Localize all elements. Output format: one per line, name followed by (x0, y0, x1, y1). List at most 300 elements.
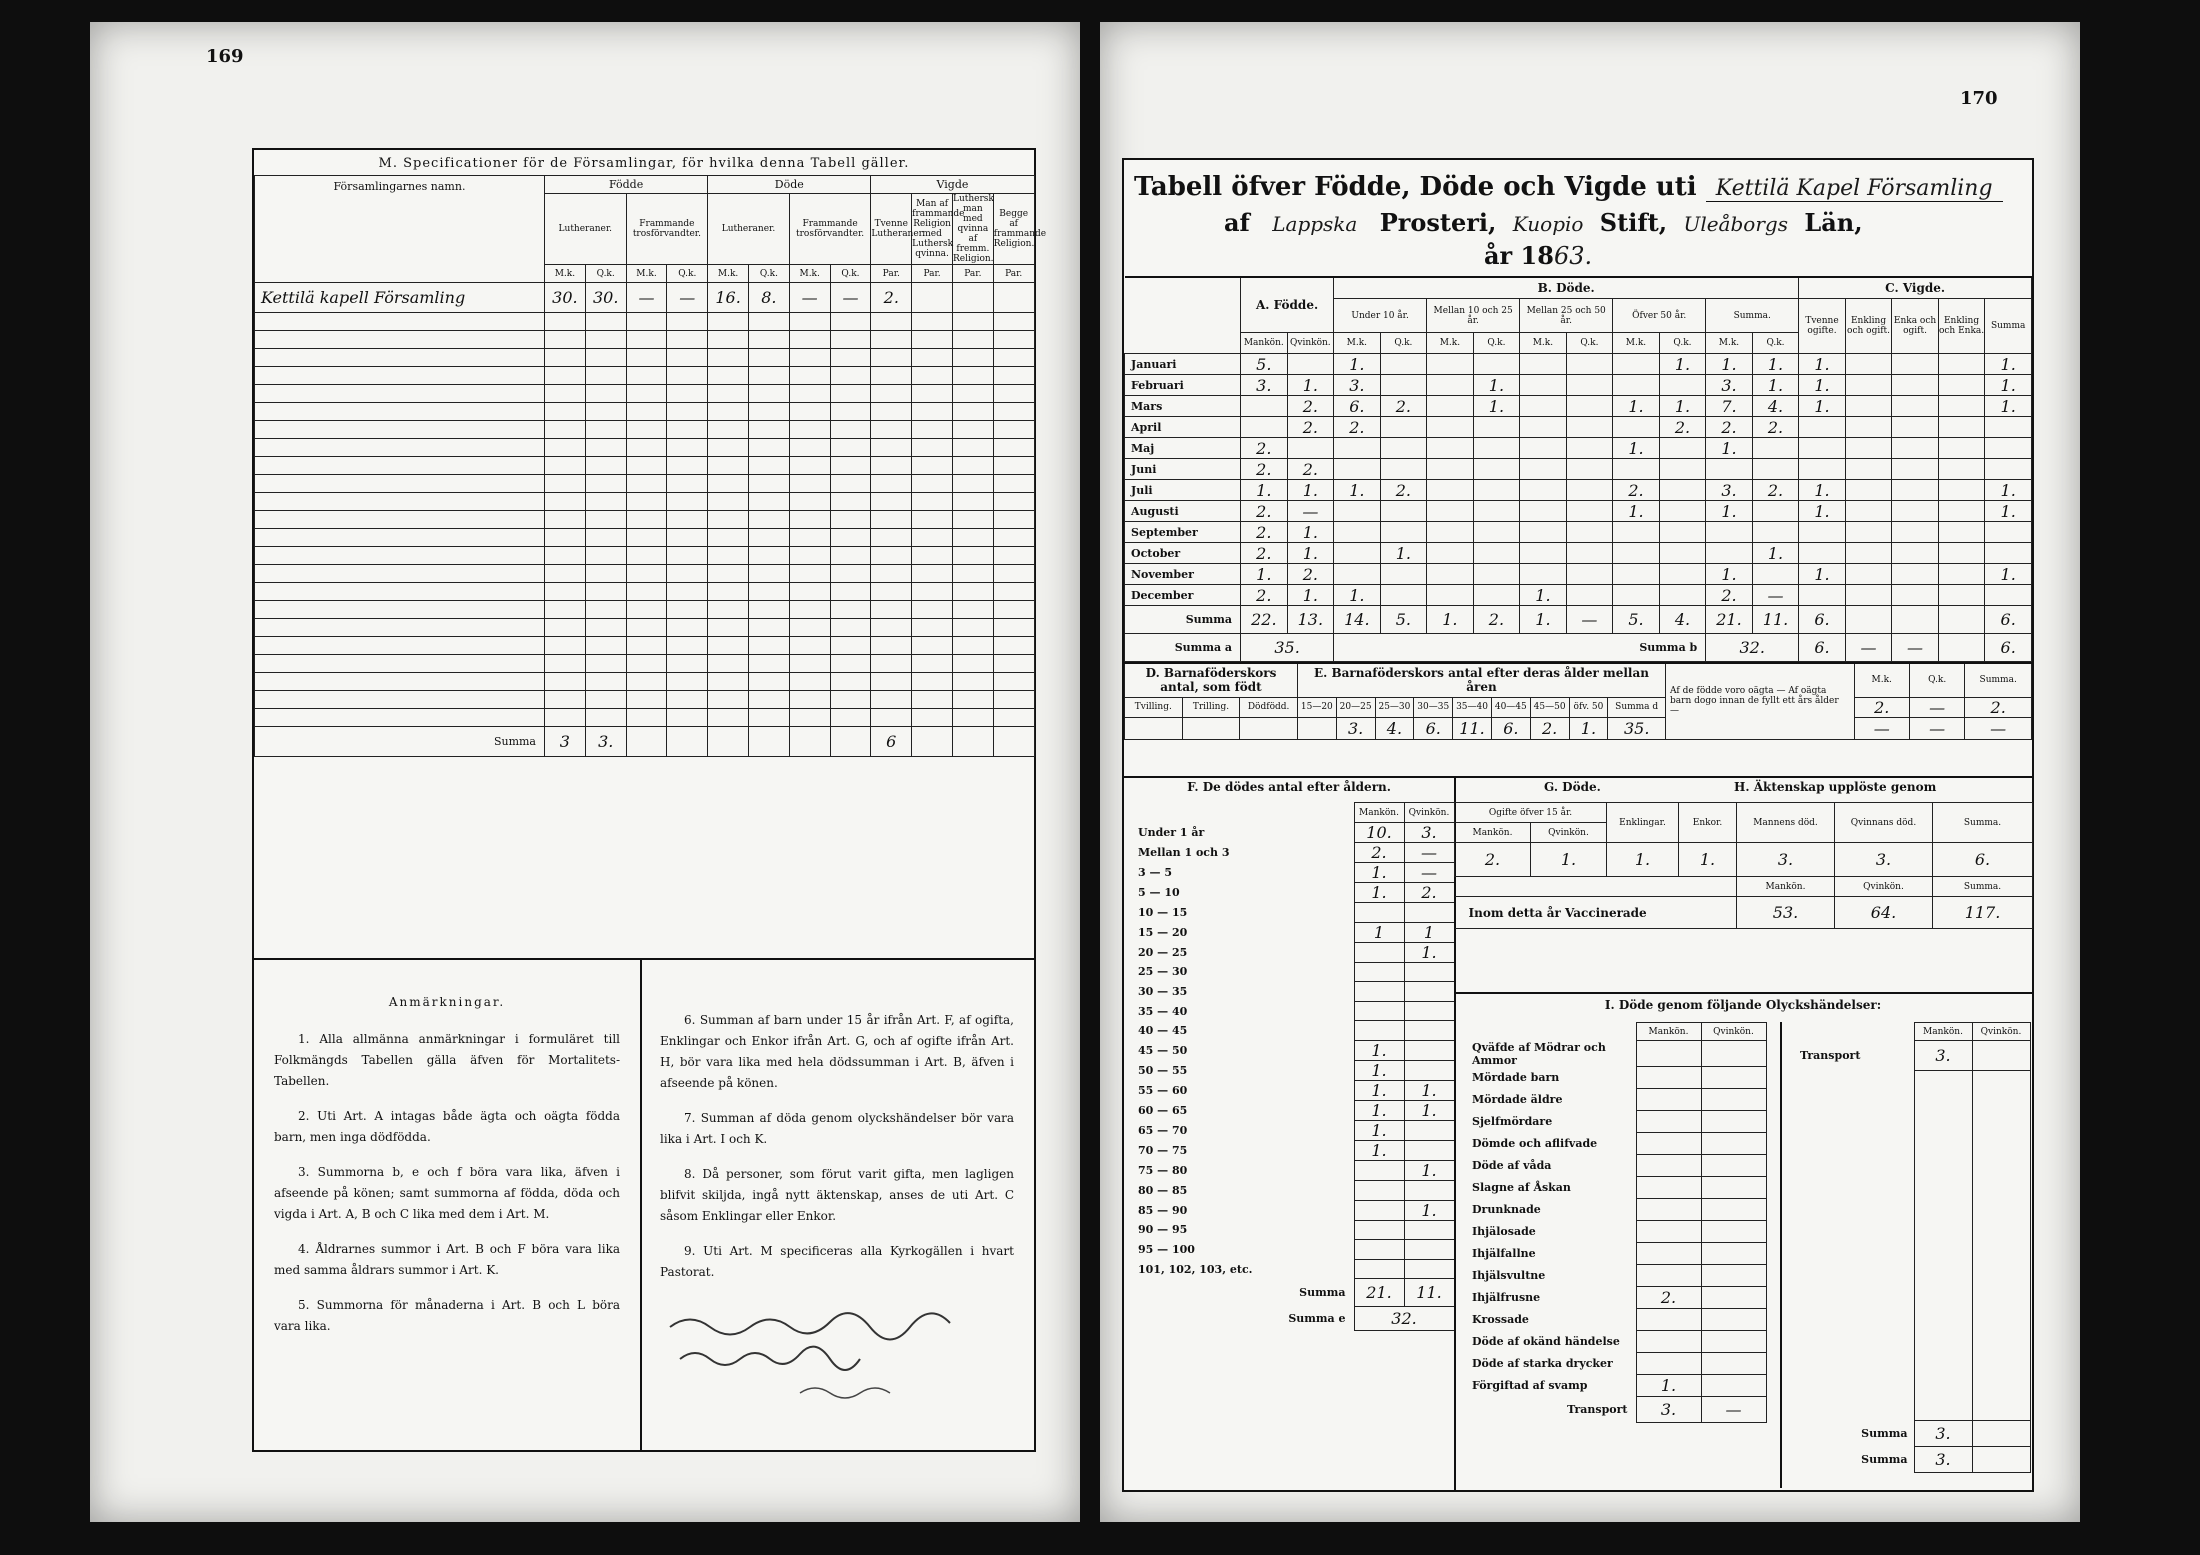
month-value: 2. (1706, 585, 1753, 606)
summa-a-value: 35. (1241, 634, 1334, 662)
f-age-label: 75 — 80 (1138, 1163, 1188, 1177)
i-right-summa2-q (1972, 1447, 2030, 1473)
sub-tvenne: Tvenne Lutheraner. (871, 194, 912, 265)
f-qvinkon-value (1404, 1180, 1454, 1200)
e-col-header: 40—45 (1491, 697, 1530, 717)
f-age-row (1124, 1120, 1454, 1140)
month-value (1659, 459, 1706, 480)
i-mankon: Mankön. (1636, 1023, 1701, 1041)
i-mankon-value (1636, 1067, 1701, 1089)
month-row (1125, 438, 2032, 459)
summa-value: 13. (1287, 606, 1334, 634)
month-label: December (1125, 585, 1241, 606)
i-accident-row (1466, 1177, 1766, 1199)
month-row (1125, 459, 2032, 480)
i-accident-label: Döde af okänd händelse (1472, 1335, 1620, 1348)
blank-ruled-row (255, 421, 1035, 439)
i-accident-row (1466, 1133, 1766, 1155)
f-age-label: 85 — 90 (1138, 1203, 1188, 1217)
f-summa-m: 21. (1354, 1279, 1404, 1307)
c-tvenne: Tvenne ogifte. (1799, 299, 1846, 354)
vacc-val-m: 53. (1737, 897, 1835, 929)
month-value (1566, 438, 1613, 459)
i-qvinkon-value (1701, 1177, 1766, 1199)
summa-value: 21. (1706, 606, 1753, 634)
parish-entry-value (993, 283, 1034, 313)
f-age-row (1124, 1040, 1454, 1060)
month-value (1473, 459, 1520, 480)
parish-entry-value: — (626, 283, 667, 313)
month-value: 1. (1985, 480, 2032, 501)
month-value (1938, 438, 1985, 459)
month-value: 1. (1985, 375, 2032, 396)
vacc-qvinkon: Qvinkön. (1835, 877, 1933, 897)
f-qvinkon-value (1404, 1220, 1454, 1240)
month-row (1125, 543, 2032, 564)
i-mankon-value (1636, 1133, 1701, 1155)
month-value (1659, 543, 1706, 564)
f-qvinkon-value: 1. (1404, 1100, 1454, 1120)
i-mankon-value (1636, 1155, 1701, 1177)
month-value: 1. (1985, 396, 2032, 417)
month-value (1892, 459, 1939, 480)
summa-b-value: 32. (1706, 634, 1799, 662)
e-col-header: 25—30 (1375, 697, 1414, 717)
month-label: Mars (1125, 396, 1241, 417)
f-mankon-value (1354, 1259, 1404, 1279)
i-accident-row (1466, 1041, 1766, 1067)
f-age-row (1124, 823, 1454, 843)
f-mankon: Mankön. (1354, 803, 1404, 823)
left-summa-value (708, 727, 749, 757)
left-unit-header: M.k. (789, 265, 830, 283)
oagta-value: — (1854, 717, 1909, 739)
month-value (1752, 522, 1799, 543)
month-value: 6. (1334, 396, 1381, 417)
month-value (1706, 459, 1753, 480)
f-age-label: 25 — 30 (1138, 965, 1188, 979)
month-value: 1. (1287, 480, 1334, 501)
month-value: 1. (1380, 543, 1427, 564)
f-age-label: 30 — 35 (1138, 984, 1188, 998)
blank-ruled-row (255, 493, 1035, 511)
i-qvinkon-value (1701, 1041, 1766, 1067)
month-value (1938, 585, 1985, 606)
month-value: 2. (1241, 438, 1288, 459)
month-value: 1. (1985, 354, 2032, 375)
left-summa-value (789, 727, 830, 757)
left-unit-header: Par. (912, 265, 953, 283)
month-value: 5. (1241, 354, 1288, 375)
e-value: 6. (1491, 717, 1530, 739)
oagta-summa: Summa. (1965, 663, 2032, 697)
blank-ruled-row (255, 691, 1035, 709)
month-value: — (1752, 585, 1799, 606)
f-qvinkon-value (1404, 1120, 1454, 1140)
i-right-transport-q (1972, 1041, 2030, 1071)
c-enkling-enka: Enkling och Enka. (1938, 299, 1985, 354)
f-mankon-value (1354, 1180, 1404, 1200)
f-mankon-value: 1. (1354, 863, 1404, 883)
i-accident-row (1466, 1243, 1766, 1265)
e-value: 4. (1375, 717, 1414, 739)
month-label: April (1125, 417, 1241, 438)
f-mankon-value (1354, 1220, 1404, 1240)
month-value (1566, 459, 1613, 480)
month-value (1520, 417, 1567, 438)
f-qvinkon-value (1404, 1021, 1454, 1041)
month-value (1566, 585, 1613, 606)
f-qvinkon-value: 1. (1404, 942, 1454, 962)
note-4: 4. Åldrarnes summor i Art. B och F böra vara lika med samma åldrars summor i Art. K. (274, 1242, 620, 1277)
oagta-value: — (1965, 717, 2032, 739)
i-qvinkon-value (1701, 1375, 1766, 1397)
col-parish-name: Församlingarnes namn. (255, 176, 545, 283)
month-value (1380, 417, 1427, 438)
month-value (1566, 354, 1613, 375)
summa-value: 11. (1752, 606, 1799, 634)
blank-ruled-row (255, 637, 1035, 655)
year-handwritten: 63. (1553, 242, 1593, 270)
month-value (1985, 585, 2032, 606)
parish-entry-value: 8. (748, 283, 789, 313)
blank-ruled-row (255, 511, 1035, 529)
i-accident-row (1466, 1353, 1766, 1375)
month-value: 3. (1706, 480, 1753, 501)
sub-luthersk-man: Luthersk man med qvinna af fremm. Religion. (952, 194, 994, 264)
year-label: år 18 (1484, 241, 1554, 270)
f-age-row (1124, 1021, 1454, 1041)
blank-ruled-row (255, 673, 1035, 691)
left-page-number: 169 (206, 46, 244, 67)
e-col-header: 20—25 (1336, 697, 1375, 717)
month-value: 2. (1659, 417, 1706, 438)
month-value (1799, 459, 1846, 480)
oagta-value: 2. (1965, 697, 2032, 717)
month-value: 1. (1334, 585, 1381, 606)
i-accident-label: Ihjälosade (1472, 1225, 1536, 1238)
note-2: 2. Uti Art. A intagas både ägta och oägta födda barn, men inga dödfödda. (274, 1109, 620, 1144)
month-label: September (1125, 522, 1241, 543)
left-summa-value (626, 727, 667, 757)
month-value: 1. (1752, 375, 1799, 396)
i-accident-label: Ihjälfrusne (1472, 1291, 1541, 1304)
month-value (1427, 417, 1474, 438)
month-value (1566, 480, 1613, 501)
f-age-label: 90 — 95 (1138, 1223, 1188, 1237)
month-value: 1. (1799, 354, 1846, 375)
f-age-label: 50 — 55 (1138, 1063, 1188, 1077)
month-value (1892, 396, 1939, 417)
f-mankon-value: 10. (1354, 823, 1404, 843)
f-mankon-value (1354, 1001, 1404, 1021)
sub-begge: Begge af frammande Religion. (993, 194, 1034, 265)
f-mankon-value (1354, 1021, 1404, 1041)
i-accident-label: Dömde och aflifvade (1472, 1137, 1598, 1150)
summa-value: 5. (1380, 606, 1427, 634)
f-mankon-value: 1. (1354, 1080, 1404, 1100)
month-value (1845, 585, 1892, 606)
left-unit-header: Q.k. (830, 265, 871, 283)
f-mankon-value (1354, 1200, 1404, 1220)
month-value (1473, 480, 1520, 501)
month-value (1241, 396, 1288, 417)
blank-ruled-row (255, 583, 1035, 601)
left-summa-value (993, 727, 1034, 757)
i-accident-label: Ihjälsvultne (1472, 1269, 1546, 1282)
b-qk: Q.k. (1659, 333, 1706, 354)
month-value: 1. (1334, 480, 1381, 501)
f-qvinkon-value (1404, 962, 1454, 982)
blank-ruled-row (255, 457, 1035, 475)
i-transport-label: Transport (1567, 1403, 1628, 1416)
month-value (1892, 480, 1939, 501)
h-val-mannens: 3. (1737, 843, 1835, 877)
month-value: 2. (1241, 522, 1288, 543)
i-accident-label: Mördade barn (1472, 1071, 1560, 1084)
month-value (1659, 564, 1706, 585)
i-qvinkon-value (1701, 1309, 1766, 1331)
month-value (1427, 459, 1474, 480)
note-8: 8. Då personer, som förut varit gifta, men lagligen blifvit skiljda, ingå nytt äktenskap, anses de uti Art. C såsom Enklingar eller Enkor. (660, 1167, 1014, 1223)
month-label: Juli (1125, 480, 1241, 501)
f-age-label: 40 — 45 (1138, 1024, 1188, 1038)
i-accident-row (1466, 1067, 1766, 1089)
i-accident-row (1466, 1221, 1766, 1243)
month-value: 1. (1706, 564, 1753, 585)
month-value (1892, 501, 1939, 522)
i-right-mankon: Mankön. (1914, 1023, 1972, 1041)
month-row (1125, 564, 2032, 585)
i-accident-row (1466, 1287, 1766, 1309)
i-qvinkon-value (1701, 1243, 1766, 1265)
month-value (1613, 459, 1660, 480)
month-value: 2. (1241, 501, 1288, 522)
i-accident-row (1466, 1331, 1766, 1353)
b-qk: Q.k. (1752, 333, 1799, 354)
section-g-title: G. Döde. (1544, 780, 1601, 794)
f-qvinkon-value: — (1404, 843, 1454, 863)
note-7: 7. Summan af döda genom olyckshändelser bör vara lika i Art. I och K. (660, 1111, 1014, 1146)
summa-value (1892, 606, 1939, 634)
notes-right (660, 1010, 1014, 1424)
notes-left (274, 992, 620, 1351)
month-row (1125, 522, 2032, 543)
month-value: 1. (1334, 354, 1381, 375)
month-value (1845, 438, 1892, 459)
i-mankon-value (1636, 1177, 1701, 1199)
f-mankon-value (1354, 942, 1404, 962)
month-value: 2. (1287, 564, 1334, 585)
summa-c-value (1938, 634, 1985, 662)
left-unit-header: Par. (871, 265, 912, 283)
f-mankon-value: 1. (1354, 883, 1404, 903)
i-accident-label: Mördade äldre (1472, 1093, 1563, 1106)
sub-lutheraner-1: Lutheraner. (545, 194, 627, 265)
left-summa-value (952, 727, 993, 757)
left-summa-value: 6 (871, 727, 912, 757)
f-qvinkon-value (1404, 1240, 1454, 1260)
f-qvinkon-value: 1. (1404, 1160, 1454, 1180)
i-right-summa-label: Summa (1861, 1427, 1908, 1440)
month-value (1520, 375, 1567, 396)
i-accident-label: Krossade (1472, 1313, 1529, 1326)
oagta-value: — (1909, 717, 1964, 739)
note-6: 6. Summan af barn under 15 år ifrån Art. F, af ogifta, Enklingar och Enkor ifrån Art. G, och af ogifte ifrån Art. H, bör vara lika med hela dödssumman i Art. B, äfven i afseende på könen. (660, 1013, 1014, 1090)
i-qvinkon-value (1701, 1331, 1766, 1353)
b-mk: M.k. (1613, 333, 1660, 354)
oagta-mk: M.k. (1854, 663, 1909, 697)
g-enkor: Enkor. (1679, 803, 1737, 843)
f-summa-e-label: Summa e (1288, 1312, 1346, 1326)
blank-ruled-row (255, 313, 1035, 331)
f-mankon-value: 1 (1354, 922, 1404, 942)
month-row (1125, 501, 2032, 522)
month-value (1938, 354, 1985, 375)
e-col-header: 15—20 (1297, 697, 1336, 717)
i-right-transport-label: Transport (1800, 1049, 1861, 1062)
month-label: Januari (1125, 354, 1241, 375)
month-value (1938, 480, 1985, 501)
month-value (1473, 354, 1520, 375)
month-value (1845, 522, 1892, 543)
f-age-label: 3 — 5 (1138, 866, 1172, 879)
e-col-header: 45—50 (1530, 697, 1569, 717)
month-value: 3. (1334, 375, 1381, 396)
month-value (1566, 543, 1613, 564)
month-label: Augusti (1125, 501, 1241, 522)
f-age-row (1124, 1100, 1454, 1120)
g-val-enklingar: 1. (1607, 843, 1679, 877)
f-age-label: 55 — 60 (1138, 1083, 1188, 1097)
parish-entry-value: 2. (871, 283, 912, 313)
month-value: 2. (1241, 543, 1288, 564)
right-title-line2 (1124, 202, 2032, 237)
month-value (1520, 396, 1567, 417)
month-value (1287, 354, 1334, 375)
f-age-table (1124, 802, 1455, 1331)
f-mankon-value: 2. (1354, 843, 1404, 863)
i-mankon-value (1636, 1309, 1701, 1331)
month-value (1380, 585, 1427, 606)
month-value (1334, 522, 1381, 543)
d-value (1182, 717, 1240, 739)
i-qvinkon-value (1701, 1353, 1766, 1375)
f-age-row (1124, 982, 1454, 1002)
f-age-row (1124, 883, 1454, 903)
month-value (1613, 564, 1660, 585)
month-value (1380, 354, 1427, 375)
f-age-row (1124, 1060, 1454, 1080)
i-mankon-value (1636, 1353, 1701, 1375)
f-age-row (1124, 1160, 1454, 1180)
e-col-header: 30—35 (1414, 697, 1453, 717)
month-value (1659, 585, 1706, 606)
month-value: 1. (1799, 564, 1846, 585)
month-value (1659, 438, 1706, 459)
parish-entry-value: — (789, 283, 830, 313)
month-value: 1. (1706, 501, 1753, 522)
month-value (1799, 543, 1846, 564)
month-value: 2. (1752, 417, 1799, 438)
month-value: 1. (1473, 375, 1520, 396)
right-page-number: 170 (1960, 88, 1998, 109)
month-value (1613, 417, 1660, 438)
blank-ruled-row (255, 475, 1035, 493)
handwritten-scribble-signature (660, 1297, 1000, 1417)
summa-b-label: Summa b (1334, 634, 1706, 662)
f-age-label: 65 — 70 (1138, 1123, 1188, 1137)
f-qvinkon: Qvinkön. (1404, 803, 1454, 823)
month-value (1845, 396, 1892, 417)
f-qvinkon-value: 1 (1404, 922, 1454, 942)
i-qvinkon-value (1701, 1265, 1766, 1287)
month-value (1985, 417, 2032, 438)
month-value (1427, 501, 1474, 522)
vacc-val-sum: 117. (1933, 897, 2033, 929)
d-col-header: Dödfödd. (1240, 697, 1298, 717)
i-accident-row (1466, 1309, 1766, 1331)
blank-ruled-row (255, 331, 1035, 349)
note-1: 1. Alla allmänna anmärkningar i formuläret till Folkmängds Tabellen gälla äfven för Mortalitets-Tabellen. (274, 1032, 620, 1088)
month-value (1752, 564, 1799, 585)
group-fodde: Födde (545, 176, 708, 194)
i-right-qvinkon: Qvinkön. (1972, 1023, 2030, 1041)
i-qvinkon-value (1701, 1221, 1766, 1243)
left-unit-header: M.k. (708, 265, 749, 283)
month-value (1427, 480, 1474, 501)
i-right-table (1794, 1022, 2031, 1473)
month-value (1613, 375, 1660, 396)
b-qk: Q.k. (1473, 333, 1520, 354)
d-value (1240, 717, 1298, 739)
f-summa-row (1124, 1279, 1454, 1307)
month-value (1845, 564, 1892, 585)
month-value (1334, 438, 1381, 459)
month-row (1125, 585, 2032, 606)
g-val-mk: 2. (1455, 843, 1531, 877)
month-value (1520, 501, 1567, 522)
month-value (1380, 564, 1427, 585)
lan-handwritten: Uleåborgs (1683, 212, 1788, 236)
month-value (1845, 354, 1892, 375)
f-mankon-value (1354, 1160, 1404, 1180)
group-vigde: Vigde (871, 176, 1034, 194)
i-accident-row (1466, 1089, 1766, 1111)
month-value: 2. (1334, 417, 1381, 438)
f-age-label: Mellan 1 och 3 (1138, 846, 1230, 859)
g-qvinkon: Qvinkön. (1531, 823, 1607, 843)
i-right-summa-m: 3. (1914, 1421, 1972, 1447)
f-qvinkon-value: 2. (1404, 883, 1454, 903)
blank-ruled-row (255, 349, 1035, 367)
month-value: 1. (1985, 501, 2032, 522)
month-value (1334, 459, 1381, 480)
summa-c-value: — (1845, 634, 1892, 662)
oagta-qk: Q.k. (1909, 663, 1964, 697)
f-mankon-value: 1. (1354, 1140, 1404, 1160)
i-mankon-value (1636, 1243, 1701, 1265)
month-value (1845, 480, 1892, 501)
g-val-enkor: 1. (1679, 843, 1737, 877)
month-value (1659, 375, 1706, 396)
f-age-row (1124, 1080, 1454, 1100)
i-mankon-value (1636, 1041, 1701, 1067)
month-value: 2. (1706, 417, 1753, 438)
parish-entry-value (912, 283, 953, 313)
f-age-row (1124, 1259, 1454, 1279)
i-accident-label: Ihjälfallne (1472, 1247, 1536, 1260)
